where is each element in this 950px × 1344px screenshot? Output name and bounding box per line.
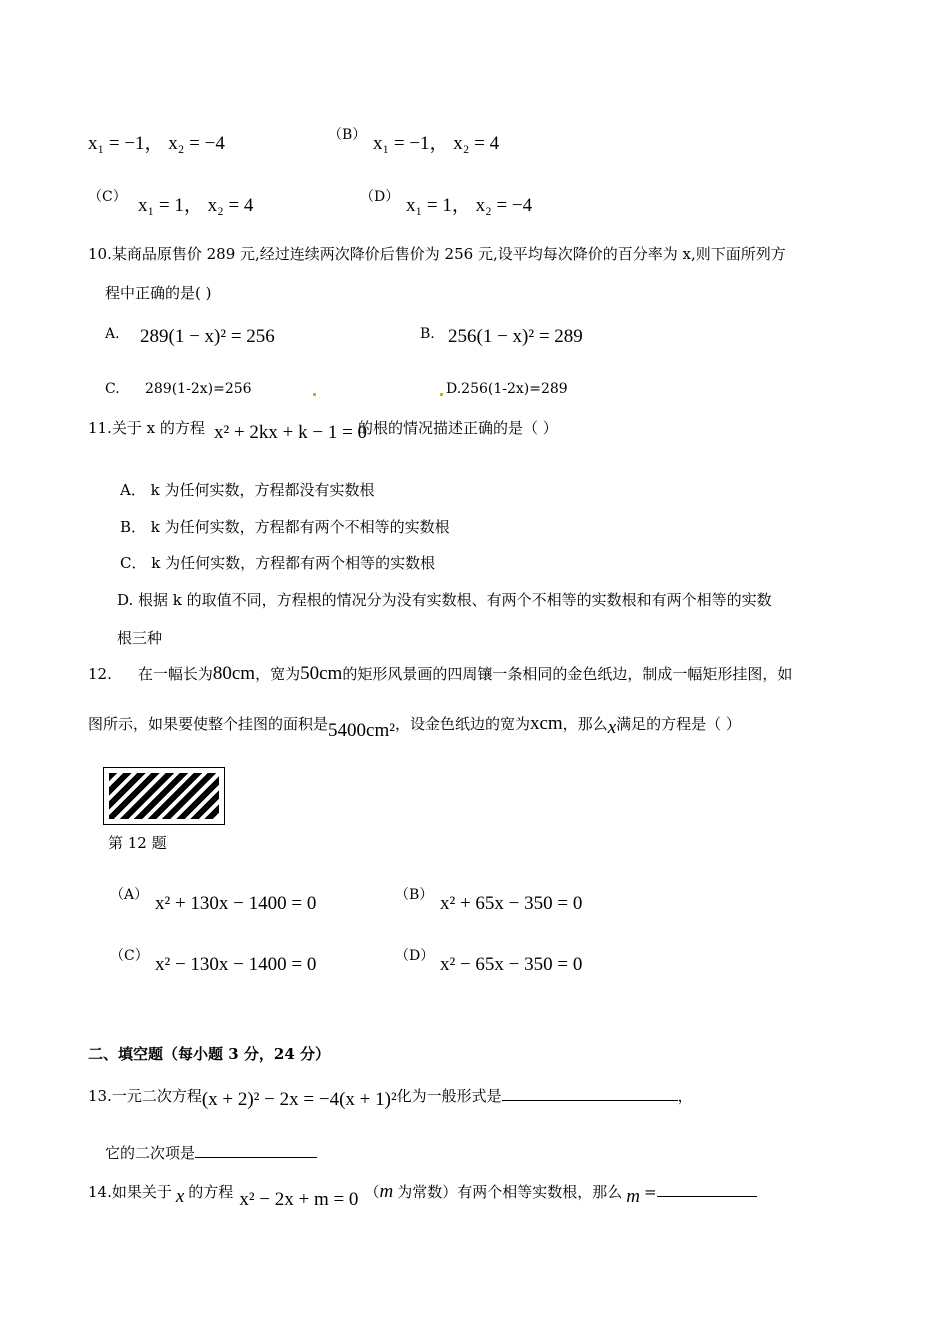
q14-variable: x (175, 1186, 185, 1207)
q11-stem-prefix: 11.关于 x 的方程 (88, 419, 205, 437)
q14-eq: = (643, 1183, 657, 1201)
q12-text: 的矩形风景画的四周镶一条相同的金色纸边，制成一幅矩形挂图，如 (342, 665, 793, 683)
q12-border-width: xcm (529, 713, 563, 734)
q12-area: 5400cm² (328, 720, 395, 741)
q9-option-c: x₁ = 1， x₂ = 4 (138, 195, 254, 216)
q10-option-a-label: A. (105, 326, 120, 342)
q12-text: 图所示，如果要使整个挂图的面积是 (88, 715, 329, 733)
q10-stem-line2: 程中正确的是( ) (105, 284, 212, 302)
q12-option-c: x² − 130x − 1400 = 0 (155, 954, 317, 975)
q14-prefix: 14.如果关于 (88, 1183, 172, 1201)
q13-line2-text: 它的二次项是 (105, 1144, 196, 1162)
section-title: 二、填空题（每小题 3 分，24 分） (88, 1045, 330, 1063)
q10-option-b-label: B. (420, 326, 435, 342)
q14-paren-rest: 为常数）有两个相等实数根，那么 (397, 1183, 623, 1201)
q11-option-b: B． k 为任何实数，方程都有两个不相等的实数根 (120, 518, 450, 536)
q13-line1 (88, 1084, 693, 1110)
q13-comma: ， (677, 1087, 693, 1105)
q11-option-c: C． k 为任何实数，方程都有两个相等的实数根 (120, 554, 436, 572)
q10-option-d: D.256(1-2x)=289 (446, 381, 568, 397)
q11-equation: x² + 2kx + k − 1 = 0 (214, 422, 368, 443)
q12-option-a: x² + 130x − 1400 = 0 (155, 893, 317, 914)
q12-text: 满足的方程是（ ） (616, 715, 741, 733)
q12-figure-hatched-painting (109, 773, 219, 819)
q12-text: ，设金色纸边的宽为 (394, 715, 530, 733)
q12-figure (103, 767, 225, 825)
q12-text: 在一幅长为 (137, 665, 213, 683)
q12-line1 (88, 663, 792, 685)
q12-length: 80cm (212, 663, 256, 684)
q11-option-d-line2: 根三种 (117, 629, 163, 647)
q9-option-d-label: （D） (360, 189, 400, 205)
q12-variable: x (607, 717, 617, 738)
q14-m2: m (626, 1186, 640, 1207)
q9-option-b-label: （B） (328, 127, 367, 143)
q10-option-c-label: C. (105, 381, 120, 397)
q12-text: ，宽为 (255, 665, 301, 683)
q12-option-b: x² + 65x − 350 = 0 (440, 893, 583, 914)
stray-dot (313, 393, 316, 396)
q13-prefix: 13.一元二次方程 (88, 1087, 202, 1105)
q11-option-a: A． k 为任何实数，方程都没有实数根 (120, 481, 375, 499)
q12-caption: 第 12 题 (108, 834, 167, 852)
q12-option-c-label: （C） (110, 948, 149, 964)
q13-answer-blank-1[interactable] (502, 1084, 678, 1101)
q12-option-d-label: （D） (395, 948, 435, 964)
q14-answer-blank[interactable] (657, 1180, 757, 1197)
q10-option-a: 289(1 − x)² = 256 (140, 326, 275, 347)
q12-option-b-label: （B） (395, 887, 434, 903)
q12-option-a-label: （A） (110, 887, 149, 903)
q9-option-d: x₁ = 1， x₂ = −4 (406, 195, 533, 216)
q10-stem-line1: 10.某商品原售价 289 元,经过连续两次降价后售价为 256 元,设平均每次降价的百分率为 x,则下面所列方 (88, 245, 786, 263)
q11-option-d-line1: D. 根据 k 的取值不同，方程根的情况分为没有实数根、有两个不相等的实数根和有两个相等的实数 (117, 591, 772, 609)
stray-dot (440, 393, 443, 396)
q13-answer-blank-2[interactable] (195, 1141, 317, 1158)
q14-m: m (379, 1181, 394, 1202)
q12-width: 50cm (300, 663, 343, 684)
q9-option-c-label: （C） (88, 189, 127, 205)
q12-text: ，那么 (562, 715, 608, 733)
q11-stem-suffix: 的根的情况描述正确的是（ ） (358, 419, 558, 437)
q10-option-b: 256(1 − x)² = 289 (448, 326, 583, 347)
q9-option-b: x₁ = −1， x₂ = 4 (373, 133, 500, 154)
q14-paren-open: （ (364, 1183, 380, 1201)
q13-line2 (105, 1141, 317, 1163)
q12-line2 (88, 713, 741, 741)
q10-option-c: 289(1-2x)=256 (145, 381, 252, 397)
q14-equation: x² − 2x + m = 0 (239, 1189, 359, 1210)
q13-equation: (x + 2)² − 2x = −4(x + 1)² (201, 1089, 397, 1110)
q14-line (88, 1180, 757, 1210)
q12-option-d: x² − 65x − 350 = 0 (440, 954, 583, 975)
q12-number: 12. (88, 665, 112, 683)
q13-suffix: 化为一般形式是 (396, 1087, 502, 1105)
q9-option-a: x₁ = −1， x₂ = −4 (88, 133, 225, 154)
q14-mid: 的方程 (188, 1183, 234, 1201)
